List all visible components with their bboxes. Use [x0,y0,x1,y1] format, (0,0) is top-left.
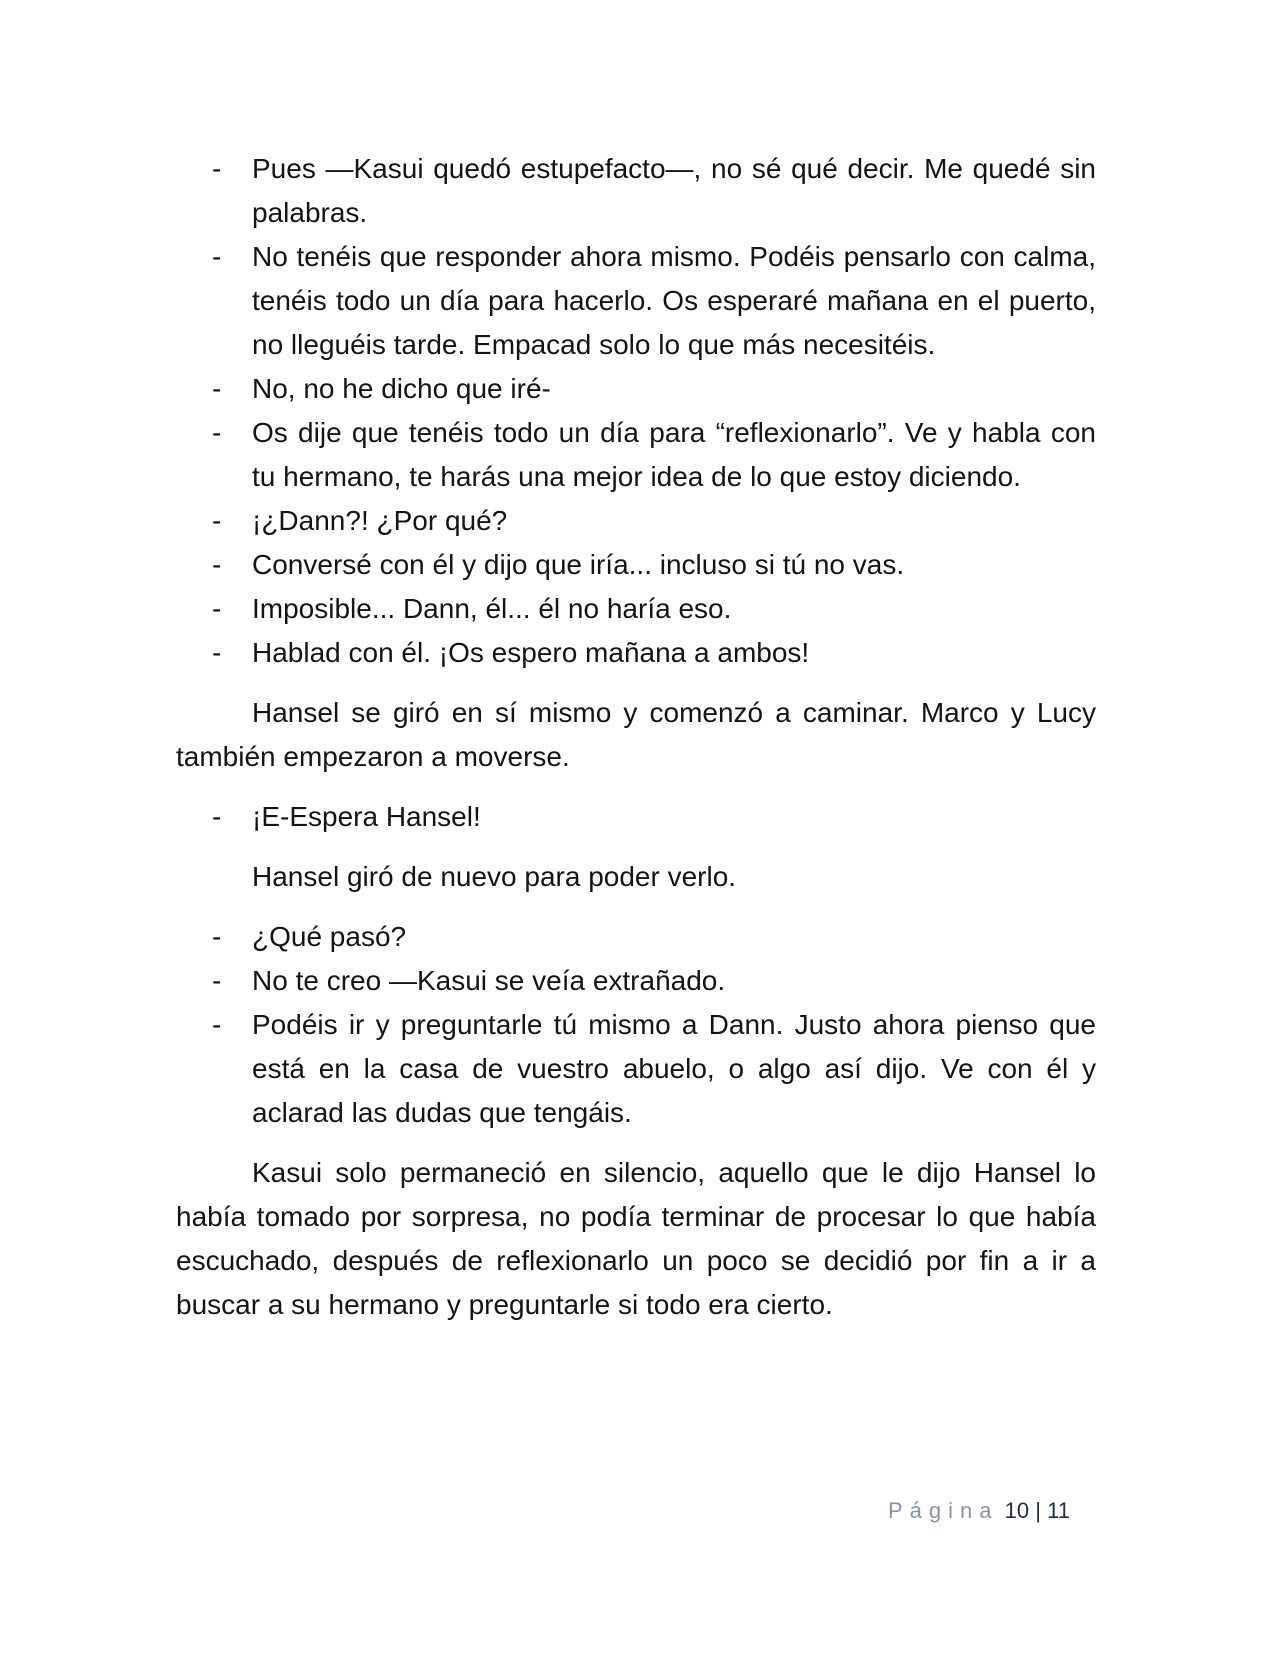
dialogue-text: Pues —Kasui quedó estupefacto—, no sé qué decir. Me quedé sin palabras. [252,153,1096,228]
dialogue-line: - ¡¿Dann?! ¿Por qué? [212,505,508,536]
dialogue-list-1 [176,147,1096,675]
dialogue-line: - No tenéis que responder ahora mismo. Podéis pensarlo con calma, tenéis todo un día para hacerlo. Os esperaré mañana en el puerto, no lleguéis tarde. Empacad solo lo que más necesitéis. [212,241,1096,360]
total-pages: 11 [1047,1498,1070,1523]
dialogue-text: No tenéis que responder ahora mismo. Podéis pensarlo con calma, tenéis todo un día para hacerlo. Os esperaré mañana en el puerto, no lleguéis tarde. Empacad solo lo que más necesitéis. [252,241,1096,360]
dialogue-text: ¡¿Dann?! ¿Por qué? [252,505,508,536]
narration-paragraph-3: Kasui solo permaneció en silencio, aquello que le dijo Hansel lo había tomado por sorpresa, no podía terminar de procesar lo que había escuchado, después de reflexionarlo un poco se decidió por fin a ir a buscar a su hermano y preguntarle si todo era cierto. [176,1157,1096,1320]
dialogue-line: - Podéis ir y preguntarle tú mismo a Dann. Justo ahora pienso que está en la casa de vuestro abuelo, o algo así dijo. Ve con él y aclarad las dudas que tengáis. [212,1009,1096,1128]
dialogue-text: Os dije que tenéis todo un día para “reflexionarlo”. Ve y habla con tu hermano, te harás una mejor idea de lo que estoy diciendo. [252,417,1096,492]
dialogue-line: - Hablad con él. ¡Os espero mañana a ambos! [212,637,810,668]
dialogue-text: Podéis ir y preguntarle tú mismo a Dann. Justo ahora pienso que está en la casa de vuestro abuelo, o algo así dijo. Ve con él y aclarad las dudas que tengáis. [252,1009,1096,1128]
page-separator: | [1035,1498,1041,1523]
narration-paragraph-2: Hansel giró de nuevo para poder verlo. [252,861,737,892]
dialogue-line: - No, no he dicho que iré- [212,373,551,404]
page-body [176,147,1096,1327]
dialogue-line: - ¿Qué pasó? [212,921,407,952]
page-number: 10 [1004,1498,1030,1523]
dialogue-line: - No te creo —Kasui se veía extrañado. [212,965,726,996]
dialogue-line: - ¡E-Espera Hansel! [212,801,481,832]
dialogue-text: ¿Qué pasó? [252,921,407,952]
page-footer [888,1497,1070,1525]
dialogue-list-2 [176,795,1096,839]
page-word-label: Página [888,1498,999,1523]
dialogue-text: Conversé con él y dijo que iría... incluso si tú no vas. [252,549,905,580]
narration-paragraph-1: Hansel se giró en sí mismo y comenzó a caminar. Marco y Lucy también empezaron a moverse. [176,697,1096,772]
dialogue-text: Imposible... Dann, él... él no haría eso. [252,593,732,624]
dialogue-line: - Os dije que tenéis todo un día para “reflexionarlo”. Ve y habla con tu hermano, te harás una mejor idea de lo que estoy diciendo. [212,417,1096,492]
dialogue-line: - Imposible... Dann, él... él no haría eso. [212,593,732,624]
dialogue-line: - Pues —Kasui quedó estupefacto—, no sé qué decir. Me quedé sin palabras. [212,153,1096,228]
dialogue-line: - Conversé con él y dijo que iría... incluso si tú no vas. [212,549,905,580]
dialogue-text: Hablad con él. ¡Os espero mañana a ambos! [252,637,810,668]
dialogue-text: No, no he dicho que iré- [252,373,551,404]
dialogue-text: No te creo —Kasui se veía extrañado. [252,965,726,996]
dialogue-list-3 [176,915,1096,1135]
dialogue-text: ¡E-Espera Hansel! [252,801,481,832]
